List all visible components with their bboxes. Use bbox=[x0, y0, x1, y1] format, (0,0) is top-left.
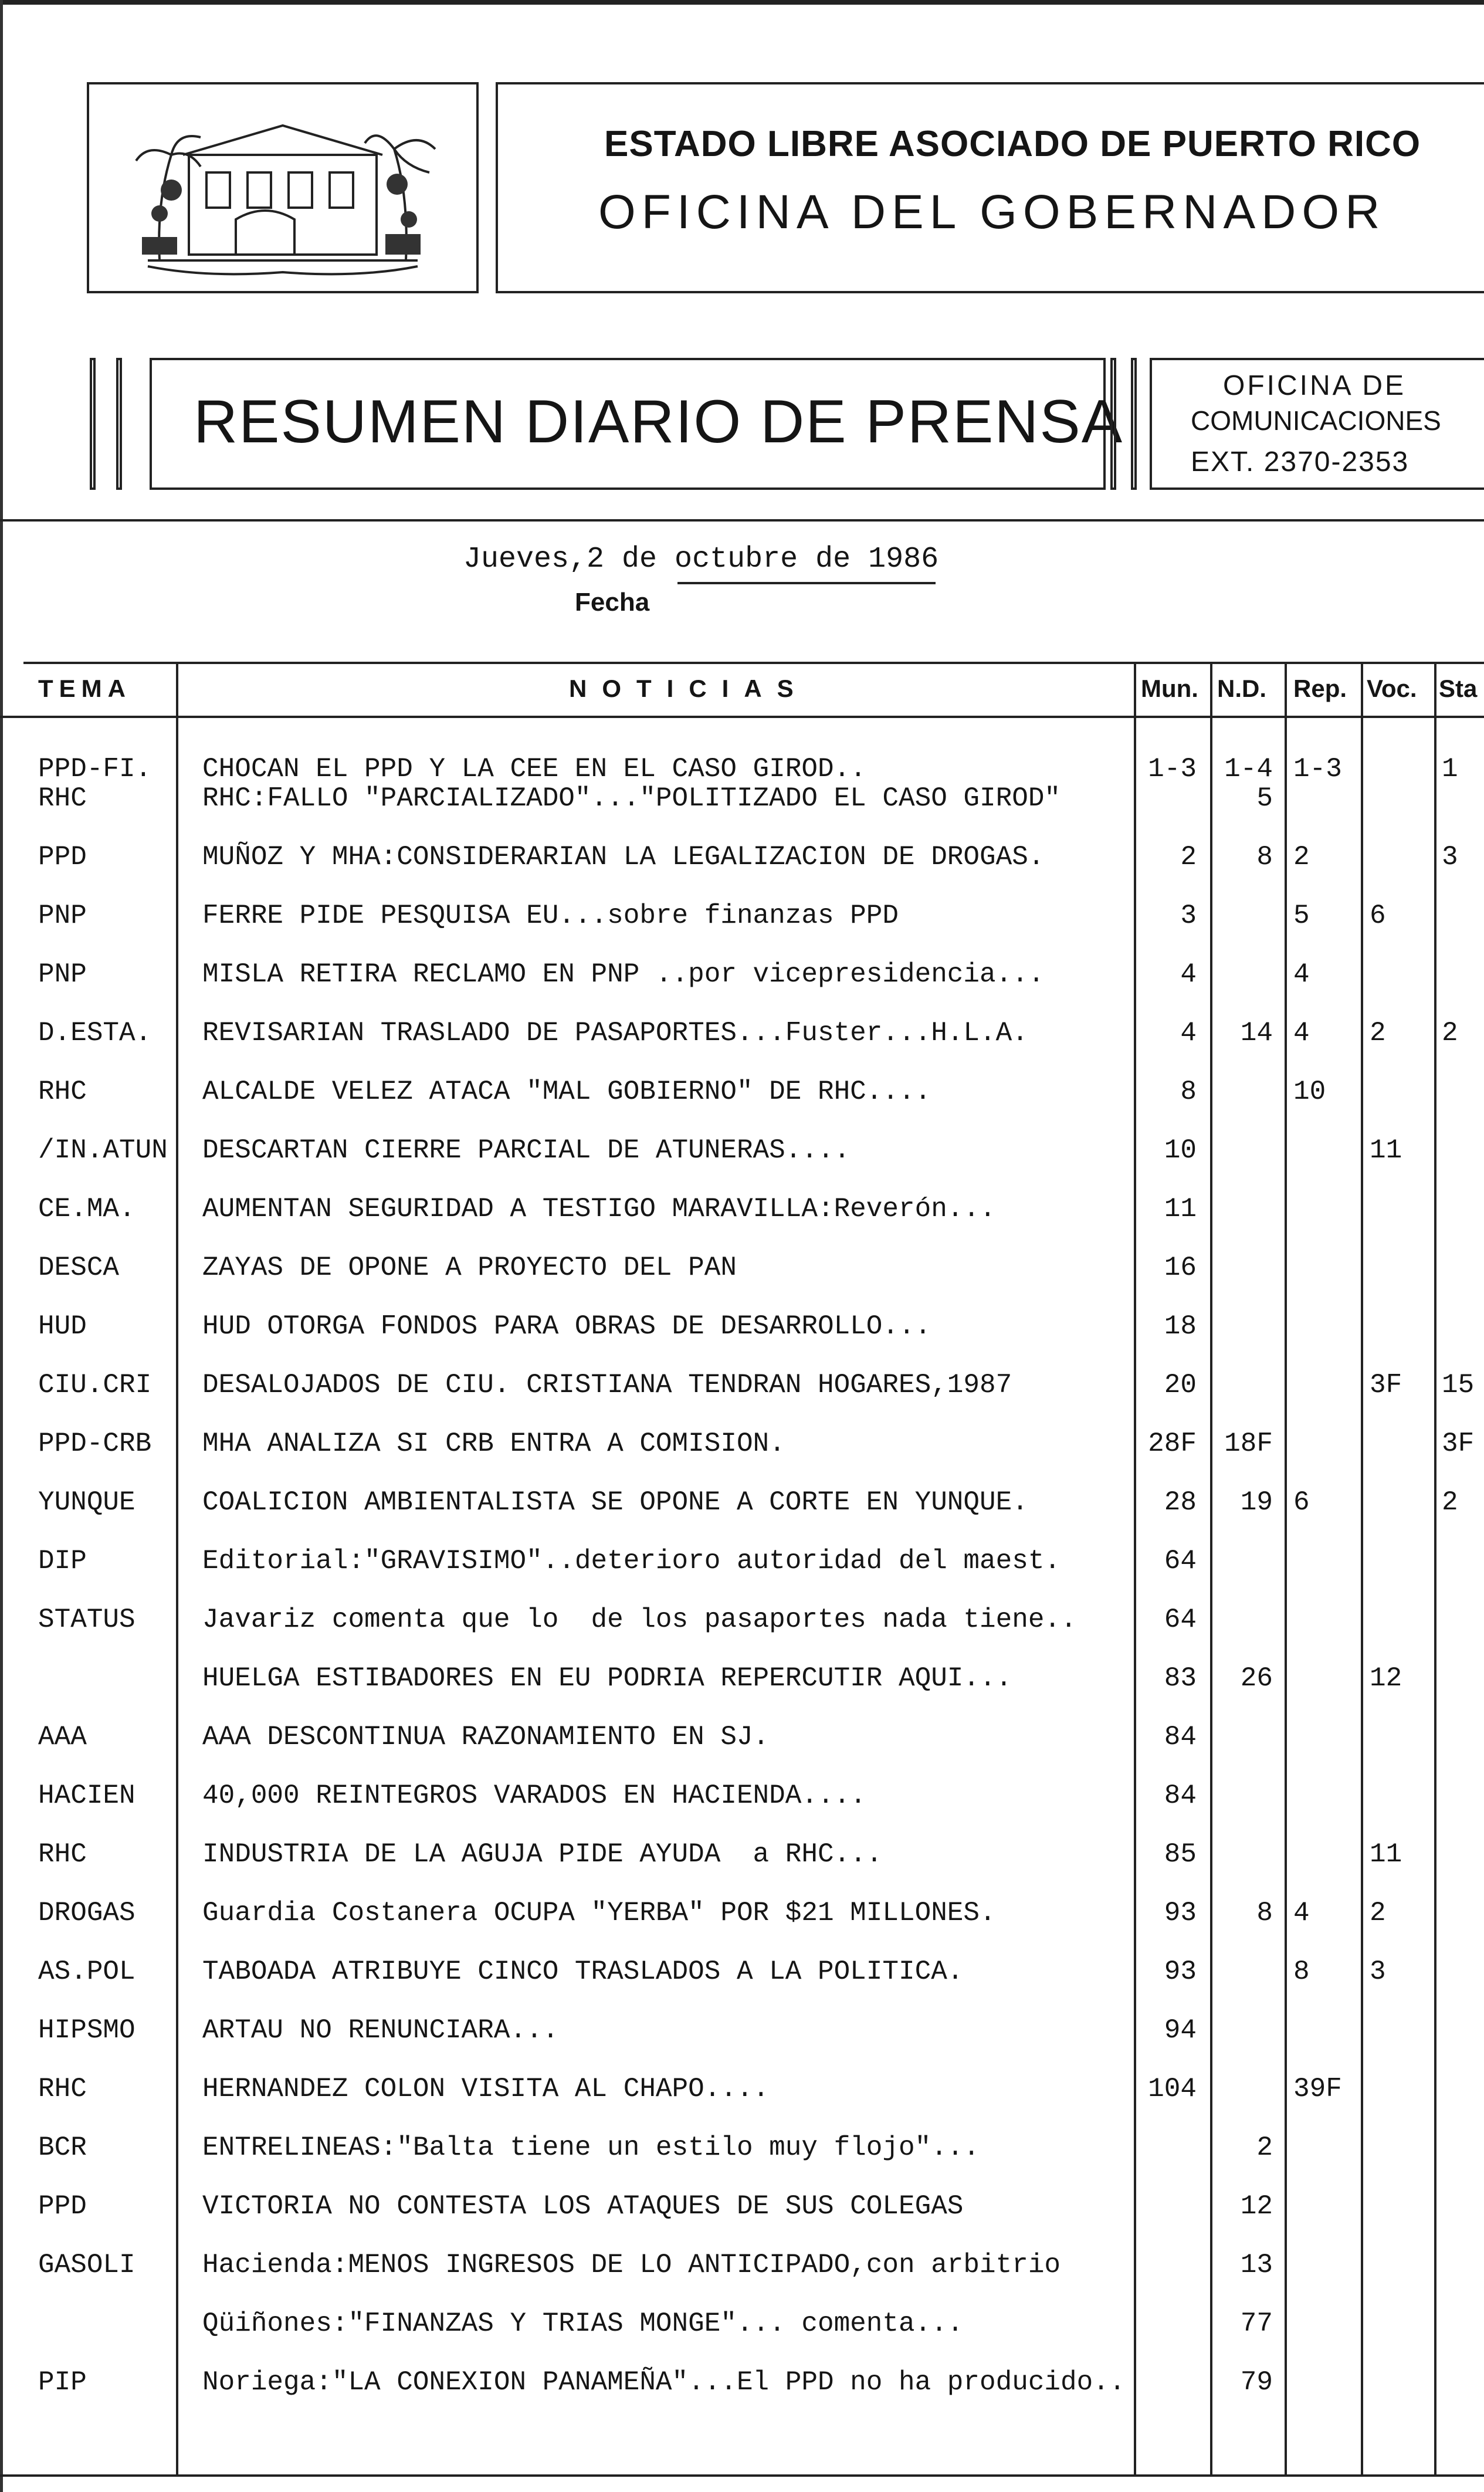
table-cell-noticia: Javariz comenta que lo de los pasaportes nada tiene.. bbox=[202, 1604, 1077, 1635]
table-cell-mun: 1-3 bbox=[1148, 754, 1197, 784]
table-cell-noticia: Hacienda:MENOS INGRESOS DE LO ANTICIPADO,con arbitrio bbox=[202, 2250, 1061, 2280]
table-cell-mun: 28F bbox=[1148, 1428, 1197, 1459]
header-divider bbox=[0, 519, 1484, 522]
date-value: Jueves,2 de octubre de 1986 bbox=[463, 543, 939, 576]
table-cell-mun: 16 bbox=[1164, 1252, 1197, 1283]
column-header-voc: Voc. bbox=[1367, 675, 1417, 702]
table-cell-voc: 2 bbox=[1370, 1898, 1386, 1928]
right-decorative-bars bbox=[1110, 358, 1146, 490]
table-cell-noticia: CHOCAN EL PPD Y LA CEE EN EL CASO GIROD.. bbox=[202, 754, 866, 784]
table-cell-tema: PPD-CRB bbox=[38, 1428, 152, 1459]
table-cell-mun: 93 bbox=[1164, 1898, 1197, 1928]
table-cell-rep: 6 bbox=[1293, 1487, 1310, 1518]
table-cell-noticia: COALICION AMBIENTALISTA SE OPONE A CORTE EN YUNQUE. bbox=[202, 1487, 1028, 1518]
table-cell-tema: AAA bbox=[38, 1722, 87, 1752]
table-cell-mun: 64 bbox=[1164, 1604, 1197, 1635]
table-cell-tema: AS.POL bbox=[38, 1956, 135, 1987]
table-cell-tema: PPD-FI. bbox=[38, 754, 152, 784]
table-cell-tema: PIP bbox=[38, 2367, 87, 2398]
table-cell-tema: STATUS bbox=[38, 1604, 135, 1635]
table-cell-tema: RHC bbox=[38, 2074, 87, 2104]
logo-box bbox=[87, 82, 479, 293]
page-bottom-rule bbox=[0, 2474, 1484, 2477]
table-cell-nd: 19 bbox=[1240, 1487, 1273, 1518]
date-underline bbox=[677, 582, 936, 584]
table-cell-voc: 2 bbox=[1370, 1018, 1386, 1048]
table-cell-tema: RHC bbox=[38, 1839, 87, 1870]
state-title: ESTADO LIBRE ASOCIADO DE PUERTO RICO bbox=[604, 124, 1421, 164]
column-header-mun: Mun. bbox=[1141, 675, 1198, 702]
table-cell-noticia: DESCARTAN CIERRE PARCIAL DE ATUNERAS.... bbox=[202, 1135, 851, 1166]
column-divider-noticias bbox=[1134, 662, 1136, 2474]
table-cell-sta: 3F bbox=[1442, 1428, 1475, 1459]
table-cell-tema: YUNQUE bbox=[38, 1487, 135, 1518]
table-cell-tema: HACIEN bbox=[38, 1780, 135, 1811]
table-cell-noticia: MUÑOZ Y MHA:CONSIDERARIAN LA LEGALIZACION DE DROGAS. bbox=[202, 842, 1045, 872]
table-cell-voc: 6 bbox=[1370, 900, 1386, 931]
table-cell-rep: 8 bbox=[1293, 1956, 1310, 1987]
table-cell-tema: RHC bbox=[38, 1076, 87, 1107]
table-cell-mun: 10 bbox=[1164, 1135, 1197, 1166]
column-header-sta: Sta bbox=[1439, 675, 1478, 702]
governor-mansion-drawing-icon bbox=[89, 84, 476, 291]
table-top-rule bbox=[23, 662, 1484, 664]
table-cell-noticia: HUD OTORGA FONDOS PARA OBRAS DE DESARROLLO... bbox=[202, 1311, 931, 1342]
table-cell-voc: 11 bbox=[1370, 1135, 1402, 1166]
table-cell-tema: PPD bbox=[38, 842, 87, 872]
table-cell-noticia: Guardia Costanera OCUPA "YERBA" POR $21 MILLONES. bbox=[202, 1898, 996, 1928]
table-cell-tema: HUD bbox=[38, 1311, 87, 1342]
table-cell-nd: 8 bbox=[1256, 842, 1273, 872]
table-cell-sta: 2 bbox=[1442, 1018, 1458, 1048]
table-cell-mun: 64 bbox=[1164, 1546, 1197, 1576]
table-cell-mun: 84 bbox=[1164, 1722, 1197, 1752]
column-header-noticias: NOTICIAS bbox=[569, 675, 809, 702]
table-cell-nd: 14 bbox=[1240, 1018, 1273, 1048]
contact-line-1: OFICINA DE bbox=[1223, 370, 1407, 401]
table-cell-noticia: Qüiñones:"FINANZAS Y TRIAS MONGE"... comenta... bbox=[202, 2308, 964, 2339]
date-label: Fecha bbox=[575, 588, 650, 617]
table-cell-rep: 2 bbox=[1293, 842, 1310, 872]
table-cell-rep: 4 bbox=[1293, 959, 1310, 990]
contact-extension: EXT. 2370-2353 bbox=[1191, 446, 1410, 478]
table-cell-tema: PPD bbox=[38, 2191, 87, 2222]
table-cell-rep: 5 bbox=[1293, 900, 1310, 931]
table-cell-tema: DROGAS bbox=[38, 1898, 135, 1928]
table-cell-mun: 11 bbox=[1164, 1194, 1197, 1224]
table-cell-noticia: RHC:FALLO "PARCIALIZADO"..."POLITIZADO EL CASO GIROD" bbox=[202, 783, 1061, 814]
table-cell-mun: 85 bbox=[1164, 1839, 1197, 1870]
table-cell-voc: 11 bbox=[1370, 1839, 1402, 1870]
table-cell-rep: 39F bbox=[1293, 2074, 1342, 2104]
table-cell-noticia: AAA DESCONTINUA RAZONAMIENTO EN SJ. bbox=[202, 1722, 770, 1752]
table-cell-nd: 26 bbox=[1240, 1663, 1273, 1694]
table-cell-noticia: HUELGA ESTIBADORES EN EU PODRIA REPERCUTIR AQUI... bbox=[202, 1663, 1012, 1694]
table-cell-tema: CE.MA. bbox=[38, 1194, 135, 1224]
table-cell-tema: RHC bbox=[38, 783, 87, 814]
table-cell-rep: 10 bbox=[1293, 1076, 1326, 1107]
table-cell-tema: HIPSMO bbox=[38, 2015, 135, 2046]
table-cell-noticia: INDUSTRIA DE LA AGUJA PIDE AYUDA a RHC... bbox=[202, 1839, 883, 1870]
table-cell-noticia: DESALOJADOS DE CIU. CRISTIANA TENDRAN HOGARES,1987 bbox=[202, 1370, 1012, 1400]
table-cell-noticia: AUMENTAN SEGURIDAD A TESTIGO MARAVILLA:Reverón... bbox=[202, 1194, 996, 1224]
left-decorative-bars bbox=[87, 358, 143, 490]
table-cell-noticia: FERRE PIDE PESQUISA EU...sobre finanzas PPD bbox=[202, 900, 899, 931]
table-cell-noticia: Noriega:"LA CONEXION PANAMEÑA"...El PPD no ha producido.. bbox=[202, 2367, 1126, 2398]
office-title: OFICINA DEL GOBERNADOR bbox=[598, 185, 1386, 239]
table-cell-noticia: ARTAU NO RENUNCIARA... bbox=[202, 2015, 559, 2046]
table-cell-rep: 1-3 bbox=[1293, 754, 1342, 784]
table-cell-rep: 4 bbox=[1293, 1898, 1310, 1928]
table-cell-mun: 4 bbox=[1180, 959, 1197, 990]
table-cell-nd: 18F bbox=[1224, 1428, 1273, 1459]
table-cell-tema: /IN.ATUN bbox=[38, 1135, 168, 1166]
table-cell-noticia: MISLA RETIRA RECLAMO EN PNP ..por vicepresidencia... bbox=[202, 959, 1045, 990]
column-divider-rep bbox=[1361, 662, 1363, 2474]
table-cell-sta: 2 bbox=[1442, 1487, 1458, 1518]
table-cell-noticia: MHA ANALIZA SI CRB ENTRA A COMISION. bbox=[202, 1428, 785, 1459]
table-cell-noticia: HERNANDEZ COLON VISITA AL CHAPO.... bbox=[202, 2074, 770, 2104]
table-cell-nd: 8 bbox=[1256, 1898, 1273, 1928]
column-header-nd: N.D. bbox=[1217, 675, 1266, 702]
table-cell-tema: PNP bbox=[38, 959, 87, 990]
table-cell-rep: 4 bbox=[1293, 1018, 1310, 1048]
table-cell-tema: D.ESTA. bbox=[38, 1018, 152, 1048]
table-cell-mun: 4 bbox=[1180, 1018, 1197, 1048]
table-cell-mun: 28 bbox=[1164, 1487, 1197, 1518]
table-cell-mun: 83 bbox=[1164, 1663, 1197, 1694]
table-cell-noticia: Editorial:"GRAVISIMO"..deterioro autoridad del maest. bbox=[202, 1546, 1061, 1576]
column-divider-nd bbox=[1285, 662, 1287, 2474]
table-cell-noticia: REVISARIAN TRASLADO DE PASAPORTES...Fuster...H.L.A. bbox=[202, 1018, 1028, 1048]
table-cell-mun: 8 bbox=[1180, 1076, 1197, 1107]
table-cell-nd: 77 bbox=[1240, 2308, 1273, 2339]
table-cell-sta: 3 bbox=[1442, 842, 1458, 872]
table-cell-sta: 1 bbox=[1442, 754, 1458, 784]
table-cell-tema: PNP bbox=[38, 900, 87, 931]
table-cell-noticia: ENTRELINEAS:"Balta tiene un estilo muy flojo"... bbox=[202, 2132, 980, 2163]
table-cell-tema: BCR bbox=[38, 2132, 87, 2163]
page-left-border bbox=[0, 0, 3, 2492]
table-cell-noticia: ALCALDE VELEZ ATACA "MAL GOBIERNO" DE RHC.... bbox=[202, 1076, 931, 1107]
table-cell-tema: DESCA bbox=[38, 1252, 120, 1283]
table-cell-nd: 79 bbox=[1240, 2367, 1273, 2398]
table-cell-voc: 12 bbox=[1370, 1663, 1402, 1694]
table-cell-mun: 20 bbox=[1164, 1370, 1197, 1400]
table-cell-noticia: 40,000 REINTEGROS VARADOS EN HACIENDA.... bbox=[202, 1780, 866, 1811]
table-cell-mun: 93 bbox=[1164, 1956, 1197, 1987]
page-top-border bbox=[0, 0, 1484, 5]
table-cell-nd: 1-4 bbox=[1224, 754, 1273, 784]
column-divider-tema bbox=[176, 662, 178, 2474]
table-cell-noticia: TABOADA ATRIBUYE CINCO TRASLADOS A LA POLITICA. bbox=[202, 1956, 964, 1987]
table-cell-nd: 5 bbox=[1256, 783, 1273, 814]
column-divider-voc bbox=[1434, 662, 1436, 2474]
bulletin-title: RESUMEN DIARIO DE PRENSA bbox=[194, 388, 1124, 456]
table-cell-mun: 2 bbox=[1180, 842, 1197, 872]
table-cell-sta: 15 bbox=[1442, 1370, 1475, 1400]
table-cell-mun: 3 bbox=[1180, 900, 1197, 931]
column-divider-mun bbox=[1210, 662, 1212, 2474]
table-cell-noticia: ZAYAS DE OPONE A PROYECTO DEL PAN bbox=[202, 1252, 737, 1283]
table-cell-nd: 2 bbox=[1256, 2132, 1273, 2163]
table-cell-mun: 84 bbox=[1164, 1780, 1197, 1811]
column-header-rep: Rep. bbox=[1293, 675, 1347, 702]
table-cell-nd: 12 bbox=[1240, 2191, 1273, 2222]
table-cell-nd: 13 bbox=[1240, 2250, 1273, 2280]
table-cell-mun: 18 bbox=[1164, 1311, 1197, 1342]
table-cell-mun: 94 bbox=[1164, 2015, 1197, 2046]
column-header-tema: TEMA bbox=[38, 675, 131, 702]
table-cell-mun: 104 bbox=[1148, 2074, 1197, 2104]
table-cell-tema: DIP bbox=[38, 1546, 87, 1576]
contact-line-2: COMUNICACIONES bbox=[1191, 405, 1441, 436]
table-cell-tema: GASOLI bbox=[38, 2250, 135, 2280]
table-cell-voc: 3 bbox=[1370, 1956, 1386, 1987]
table-cell-noticia: VICTORIA NO CONTESTA LOS ATAQUES DE SUS COLEGAS bbox=[202, 2191, 964, 2222]
table-cell-voc: 3F bbox=[1370, 1370, 1402, 1400]
table-cell-tema: CIU.CRI bbox=[38, 1370, 152, 1400]
table-header-rule bbox=[0, 716, 1484, 718]
